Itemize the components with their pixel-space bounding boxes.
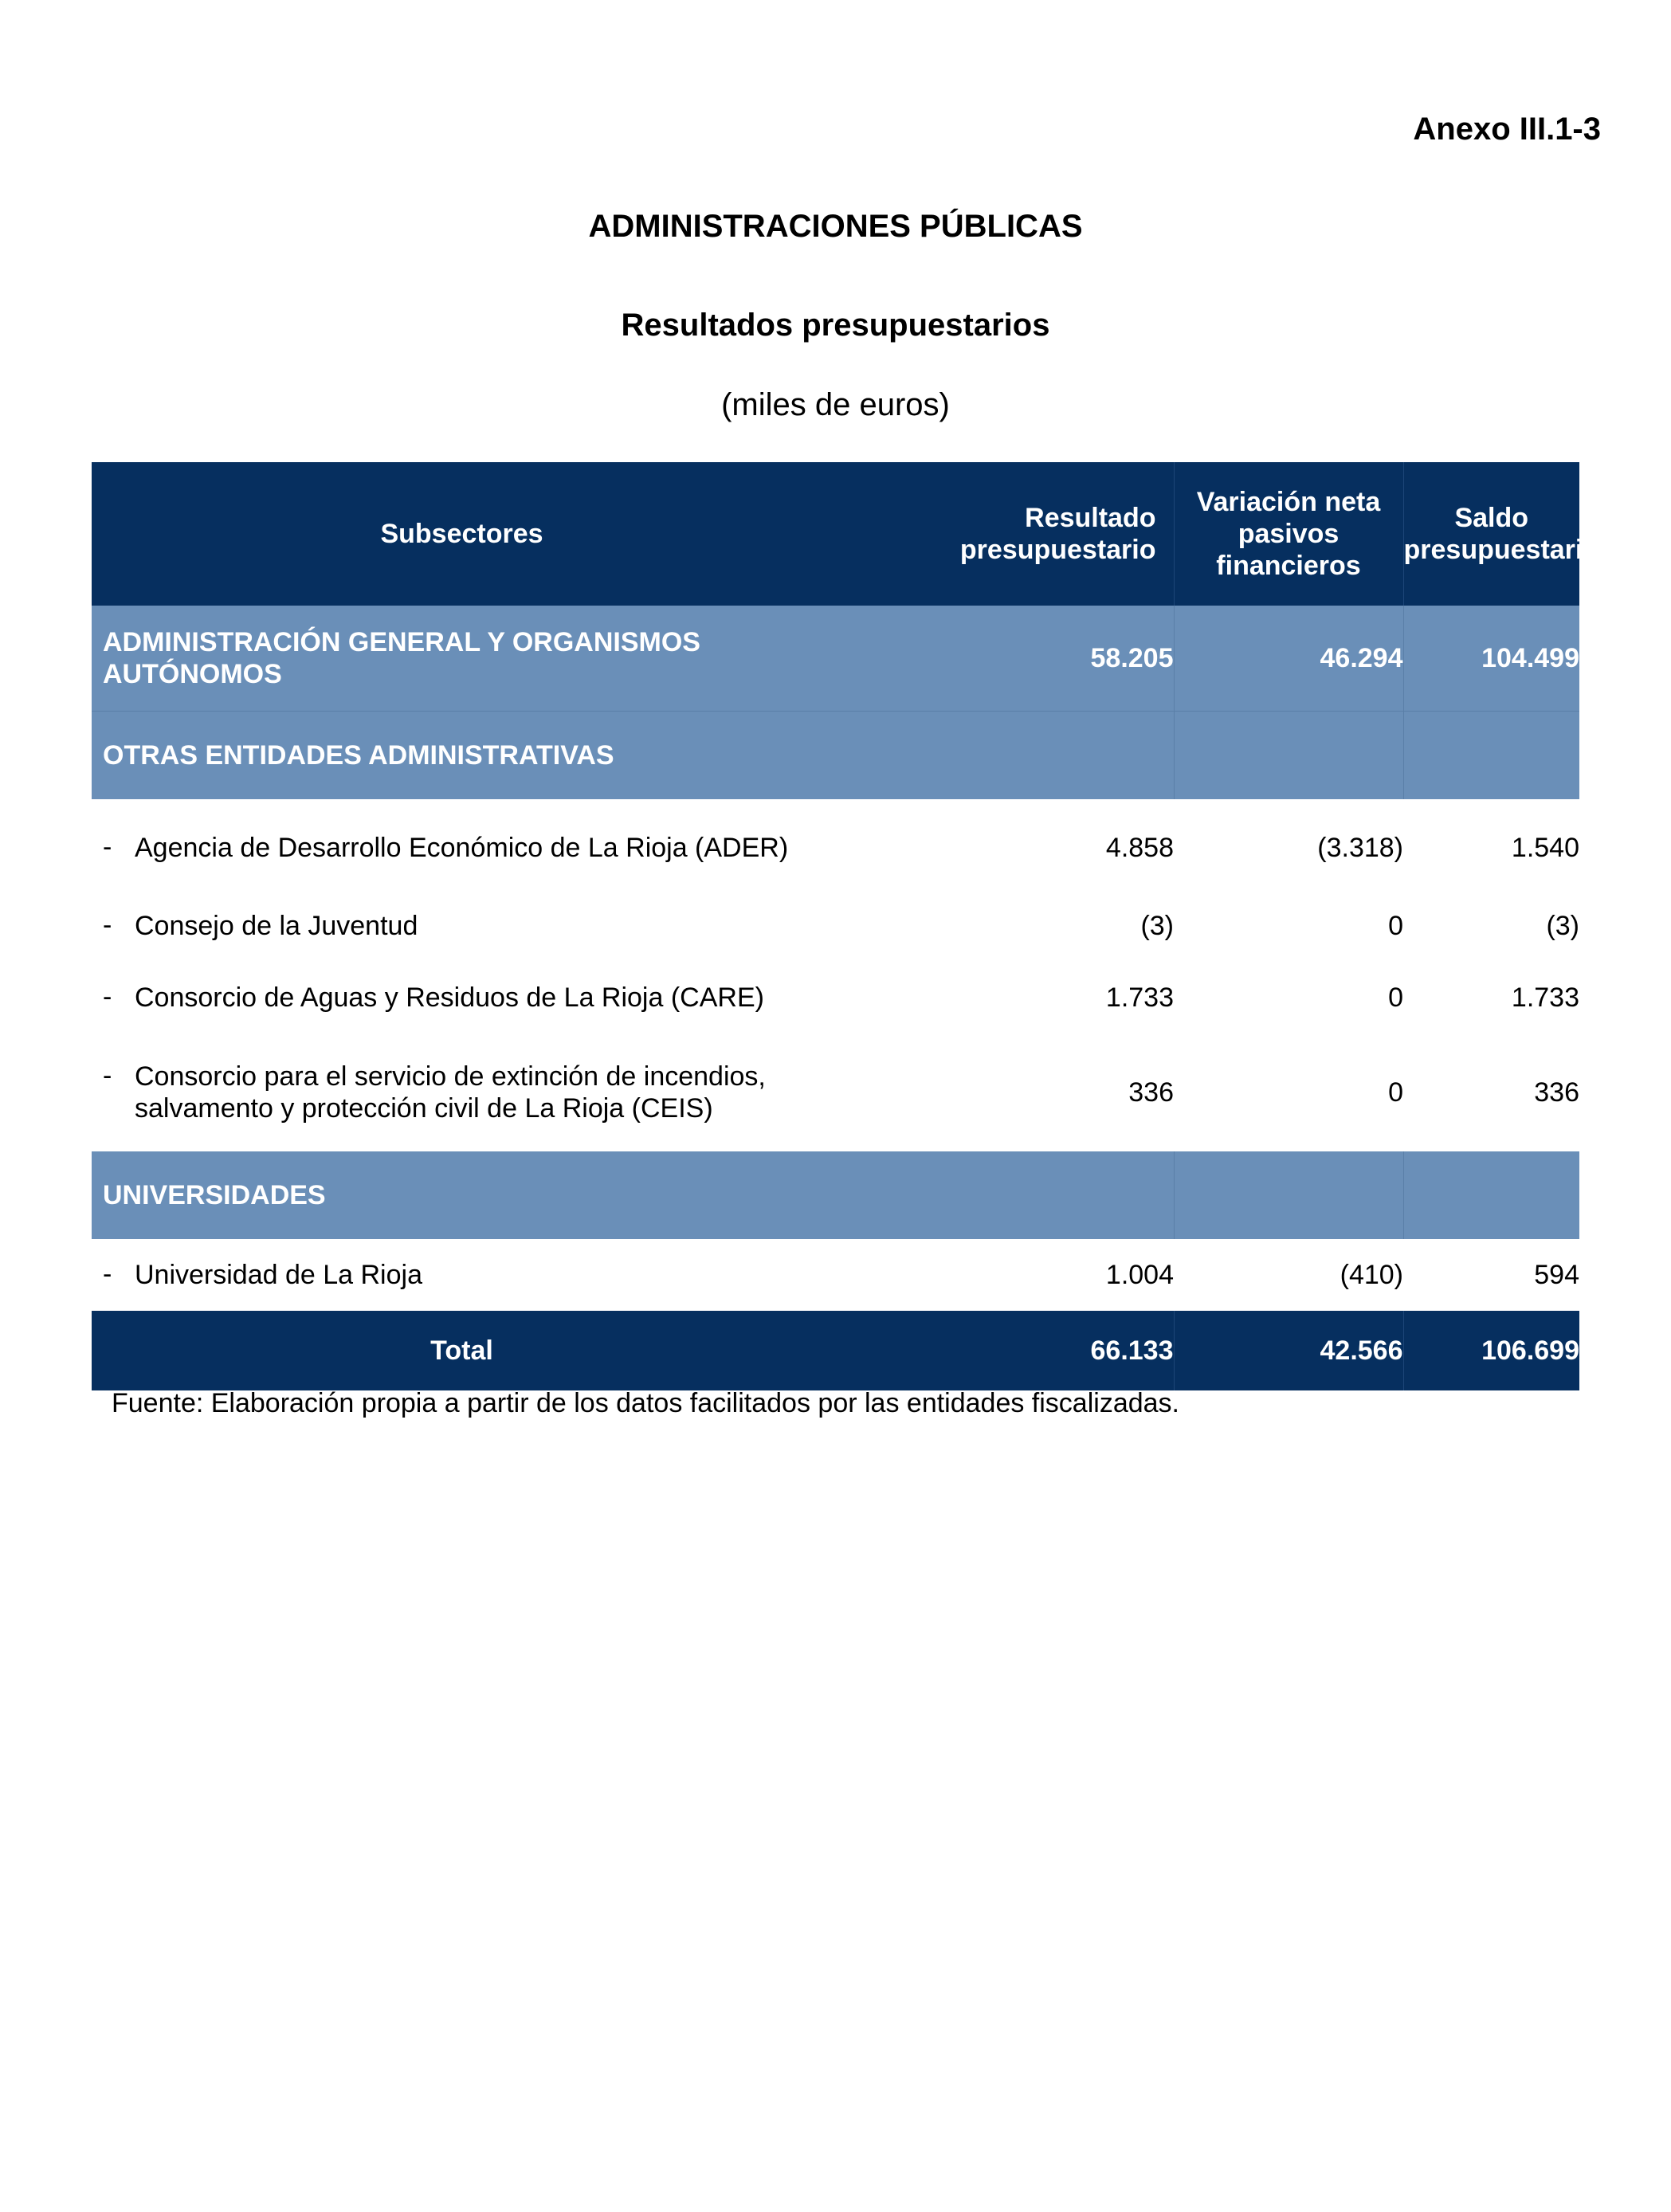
cell-empty [1403, 1151, 1579, 1239]
cell-empty [832, 712, 1174, 800]
total-saldo: 106.699 [1403, 1311, 1579, 1390]
row-label [92, 890, 832, 962]
cell-variacion: (410) [1340, 1259, 1403, 1290]
total-row [92, 1311, 1579, 1390]
cell-saldo: 594 [1534, 1259, 1579, 1290]
row-label [92, 1239, 832, 1311]
cell-resultado: 4.858 [1105, 832, 1174, 863]
table-header-row [92, 462, 1579, 606]
row-dash: - [103, 832, 112, 862]
row-label-text: Agencia de Desarrollo Económico de La Rioja (ADER) [135, 833, 789, 863]
table-row [92, 1239, 1579, 1311]
table-row [92, 1033, 1579, 1151]
budget-results-table [92, 462, 1600, 1390]
section-label-line: ADMINISTRACIÓN GENERAL Y ORGANISMOS [103, 627, 700, 657]
total-resultado: 66.133 [832, 1311, 1174, 1390]
row-label [92, 962, 832, 1033]
section-label-line: AUTÓNOMOS [103, 659, 282, 689]
cell-empty [1174, 1151, 1403, 1239]
header-resultado-line: Resultado [1025, 503, 1156, 533]
cell-saldo: 336 [1534, 1077, 1579, 1108]
row-label-text: Universidad de La Rioja [135, 1260, 422, 1290]
cell-saldo: 1.540 [1511, 832, 1579, 863]
header-resultado [832, 462, 1174, 606]
cell-variacion: 0 [1388, 1077, 1403, 1108]
document-subtitle: Resultados presupuestarios [621, 308, 1050, 343]
row-dash: - [103, 910, 112, 940]
cell-resultado: 1.004 [1105, 1259, 1174, 1290]
row-label-text: Consejo de la Juventud [135, 911, 418, 941]
cell-variacion: 46.294 [1174, 606, 1403, 712]
cell-resultado: 336 [1128, 1077, 1174, 1108]
cell-variacion: (3.318) [1317, 832, 1403, 863]
row-dash: - [103, 1259, 112, 1289]
section-label: UNIVERSIDADES [92, 1151, 832, 1239]
cell-resultado: (3) [1140, 910, 1174, 941]
total-label: Total [92, 1311, 832, 1390]
section-label: OTRAS ENTIDADES ADMINISTRATIVAS [92, 712, 832, 800]
cell-variacion: 0 [1388, 982, 1403, 1013]
header-saldo-line: presupuestario [1403, 535, 1600, 565]
section-label [92, 606, 832, 712]
table-row [92, 799, 1579, 890]
header-subsectores: Subsectores [92, 462, 832, 606]
document-title: ADMINISTRACIONES PÚBLICAS [588, 209, 1083, 244]
cell-saldo: (3) [1546, 910, 1579, 941]
section-row-otras-entidades [92, 712, 1579, 800]
total-variacion: 42.566 [1174, 1311, 1403, 1390]
annex-label: Anexo III.1-3 [1413, 112, 1601, 147]
cell-variacion: 0 [1388, 910, 1403, 941]
section-row-admin-general [92, 606, 1579, 712]
row-label [92, 799, 832, 890]
cell-resultado: 1.733 [1105, 982, 1174, 1013]
units-label: (miles de euros) [721, 387, 950, 422]
section-row-universidades [92, 1151, 1579, 1239]
table-row [92, 890, 1579, 962]
header-resultado-line: presupuestario [959, 535, 1156, 565]
cell-saldo: 104.499 [1403, 606, 1579, 712]
cell-resultado: 58.205 [832, 606, 1174, 712]
row-dash: - [103, 982, 112, 1012]
source-note: Fuente: Elaboración propia a partir de los datos facilitados por las entidades fiscalizadas. [112, 1388, 1179, 1418]
cell-empty [832, 1151, 1174, 1239]
header-saldo-line: Saldo [1454, 503, 1529, 533]
header-variacion-line: pasivos [1238, 519, 1340, 549]
header-saldo [1403, 462, 1600, 606]
row-label-text: Consorcio de Aguas y Residuos de La Rioja (CARE) [135, 982, 764, 1013]
row-label-text: salvamento y protección civil de La Rioja (CEIS) [135, 1093, 713, 1124]
header-variacion [1174, 462, 1403, 606]
cell-empty [1403, 712, 1579, 800]
header-variacion-line: financieros [1216, 551, 1361, 581]
row-label [92, 1033, 832, 1151]
row-dash: - [103, 1061, 112, 1091]
row-label-text: Consorcio para el servicio de extinción de incendios, [135, 1061, 766, 1092]
cell-saldo: 1.733 [1511, 982, 1579, 1013]
cell-empty [1174, 712, 1403, 800]
table-row [92, 962, 1579, 1033]
header-variacion-line: Variación neta [1196, 487, 1381, 517]
